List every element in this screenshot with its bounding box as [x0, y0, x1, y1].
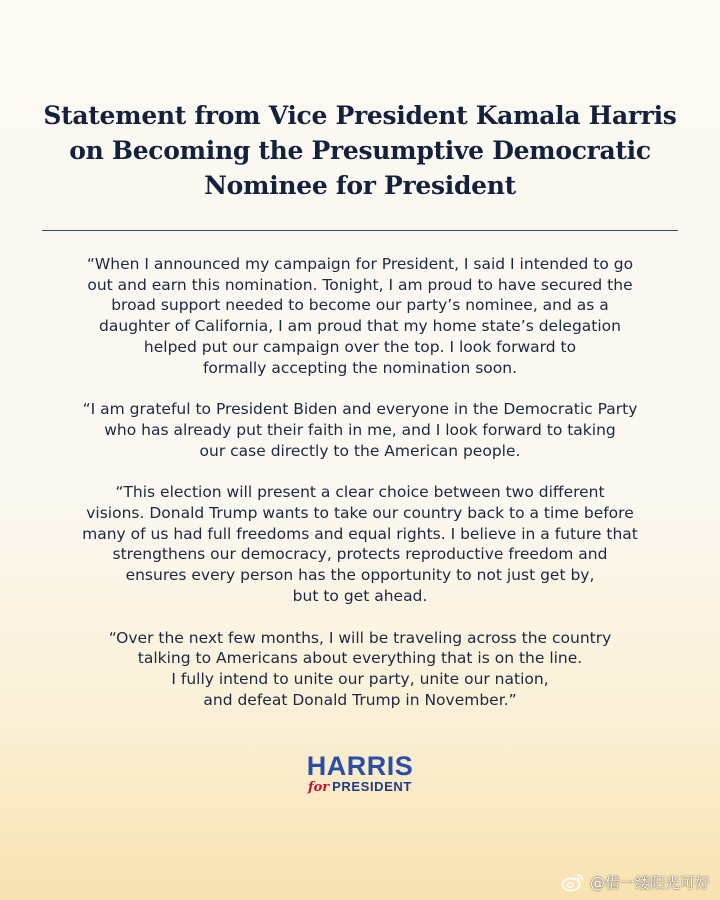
- title-line: Statement from Vice President Kamala Harris: [43, 101, 677, 130]
- text-line: but to get ahead.: [292, 586, 428, 605]
- text-line: and defeat Donald Trump in November.”: [203, 690, 517, 709]
- logo-wordmark: HARRIS: [306, 751, 414, 781]
- logo-for: for: [308, 780, 330, 795]
- weibo-icon: [561, 872, 585, 892]
- text-line: I fully intend to unite our party, unite our nation,: [171, 669, 549, 688]
- text-line: visions. Donald Trump wants to take our country back to a time before: [86, 504, 634, 523]
- paragraph-1: [30, 254, 690, 378]
- text-line: “When I announced my campaign for President, I said I intended to go: [86, 255, 634, 273]
- logo-president: PRESIDENT: [332, 779, 412, 794]
- harris-for-president-logo: [290, 752, 430, 795]
- title-line: Nominee for President: [204, 171, 516, 200]
- statement-title: [30, 98, 690, 203]
- text-line: who has already put their faith in me, and I look forward to taking: [104, 420, 616, 439]
- title-divider: [42, 230, 678, 231]
- text-line: our case directly to the American people.: [199, 441, 521, 460]
- text-line: ensures every person has the opportunity to not just get by,: [125, 566, 595, 585]
- logo-subline: [290, 780, 430, 795]
- text-line: “This election will present a clear choice between two different: [115, 483, 605, 502]
- text-line: out and earn this nomination. Tonight, I am proud to have secured the: [87, 275, 633, 294]
- watermark-text: @借一缕阳光可好: [589, 873, 710, 892]
- statement-body: [30, 254, 690, 731]
- paragraph-3: [30, 482, 690, 606]
- text-line: broad support needed to become our party’s nominee, and as a: [111, 296, 609, 315]
- text-line: helped put our campaign over the top. I look forward to: [143, 337, 577, 356]
- text-line: many of us had full freedoms and equal rights. I believe in a future that: [82, 524, 638, 543]
- title-line: on Becoming the Presumptive Democratic: [69, 136, 651, 165]
- text-line: “I am grateful to President Biden and everyone in the Democratic Party: [82, 400, 638, 419]
- text-line: talking to Americans about everything that is on the line.: [137, 649, 583, 668]
- text-line: “Over the next few months, I will be traveling across the country: [108, 628, 612, 647]
- weibo-watermark: [561, 870, 710, 894]
- paragraph-4: [30, 628, 690, 711]
- text-line: strengthens our democracy, protects reproductive freedom and: [112, 545, 608, 564]
- paragraph-2: [30, 399, 690, 461]
- text-line: daughter of California, I am proud that my home state’s delegation: [99, 317, 621, 336]
- text-line: formally accepting the nomination soon.: [202, 358, 518, 377]
